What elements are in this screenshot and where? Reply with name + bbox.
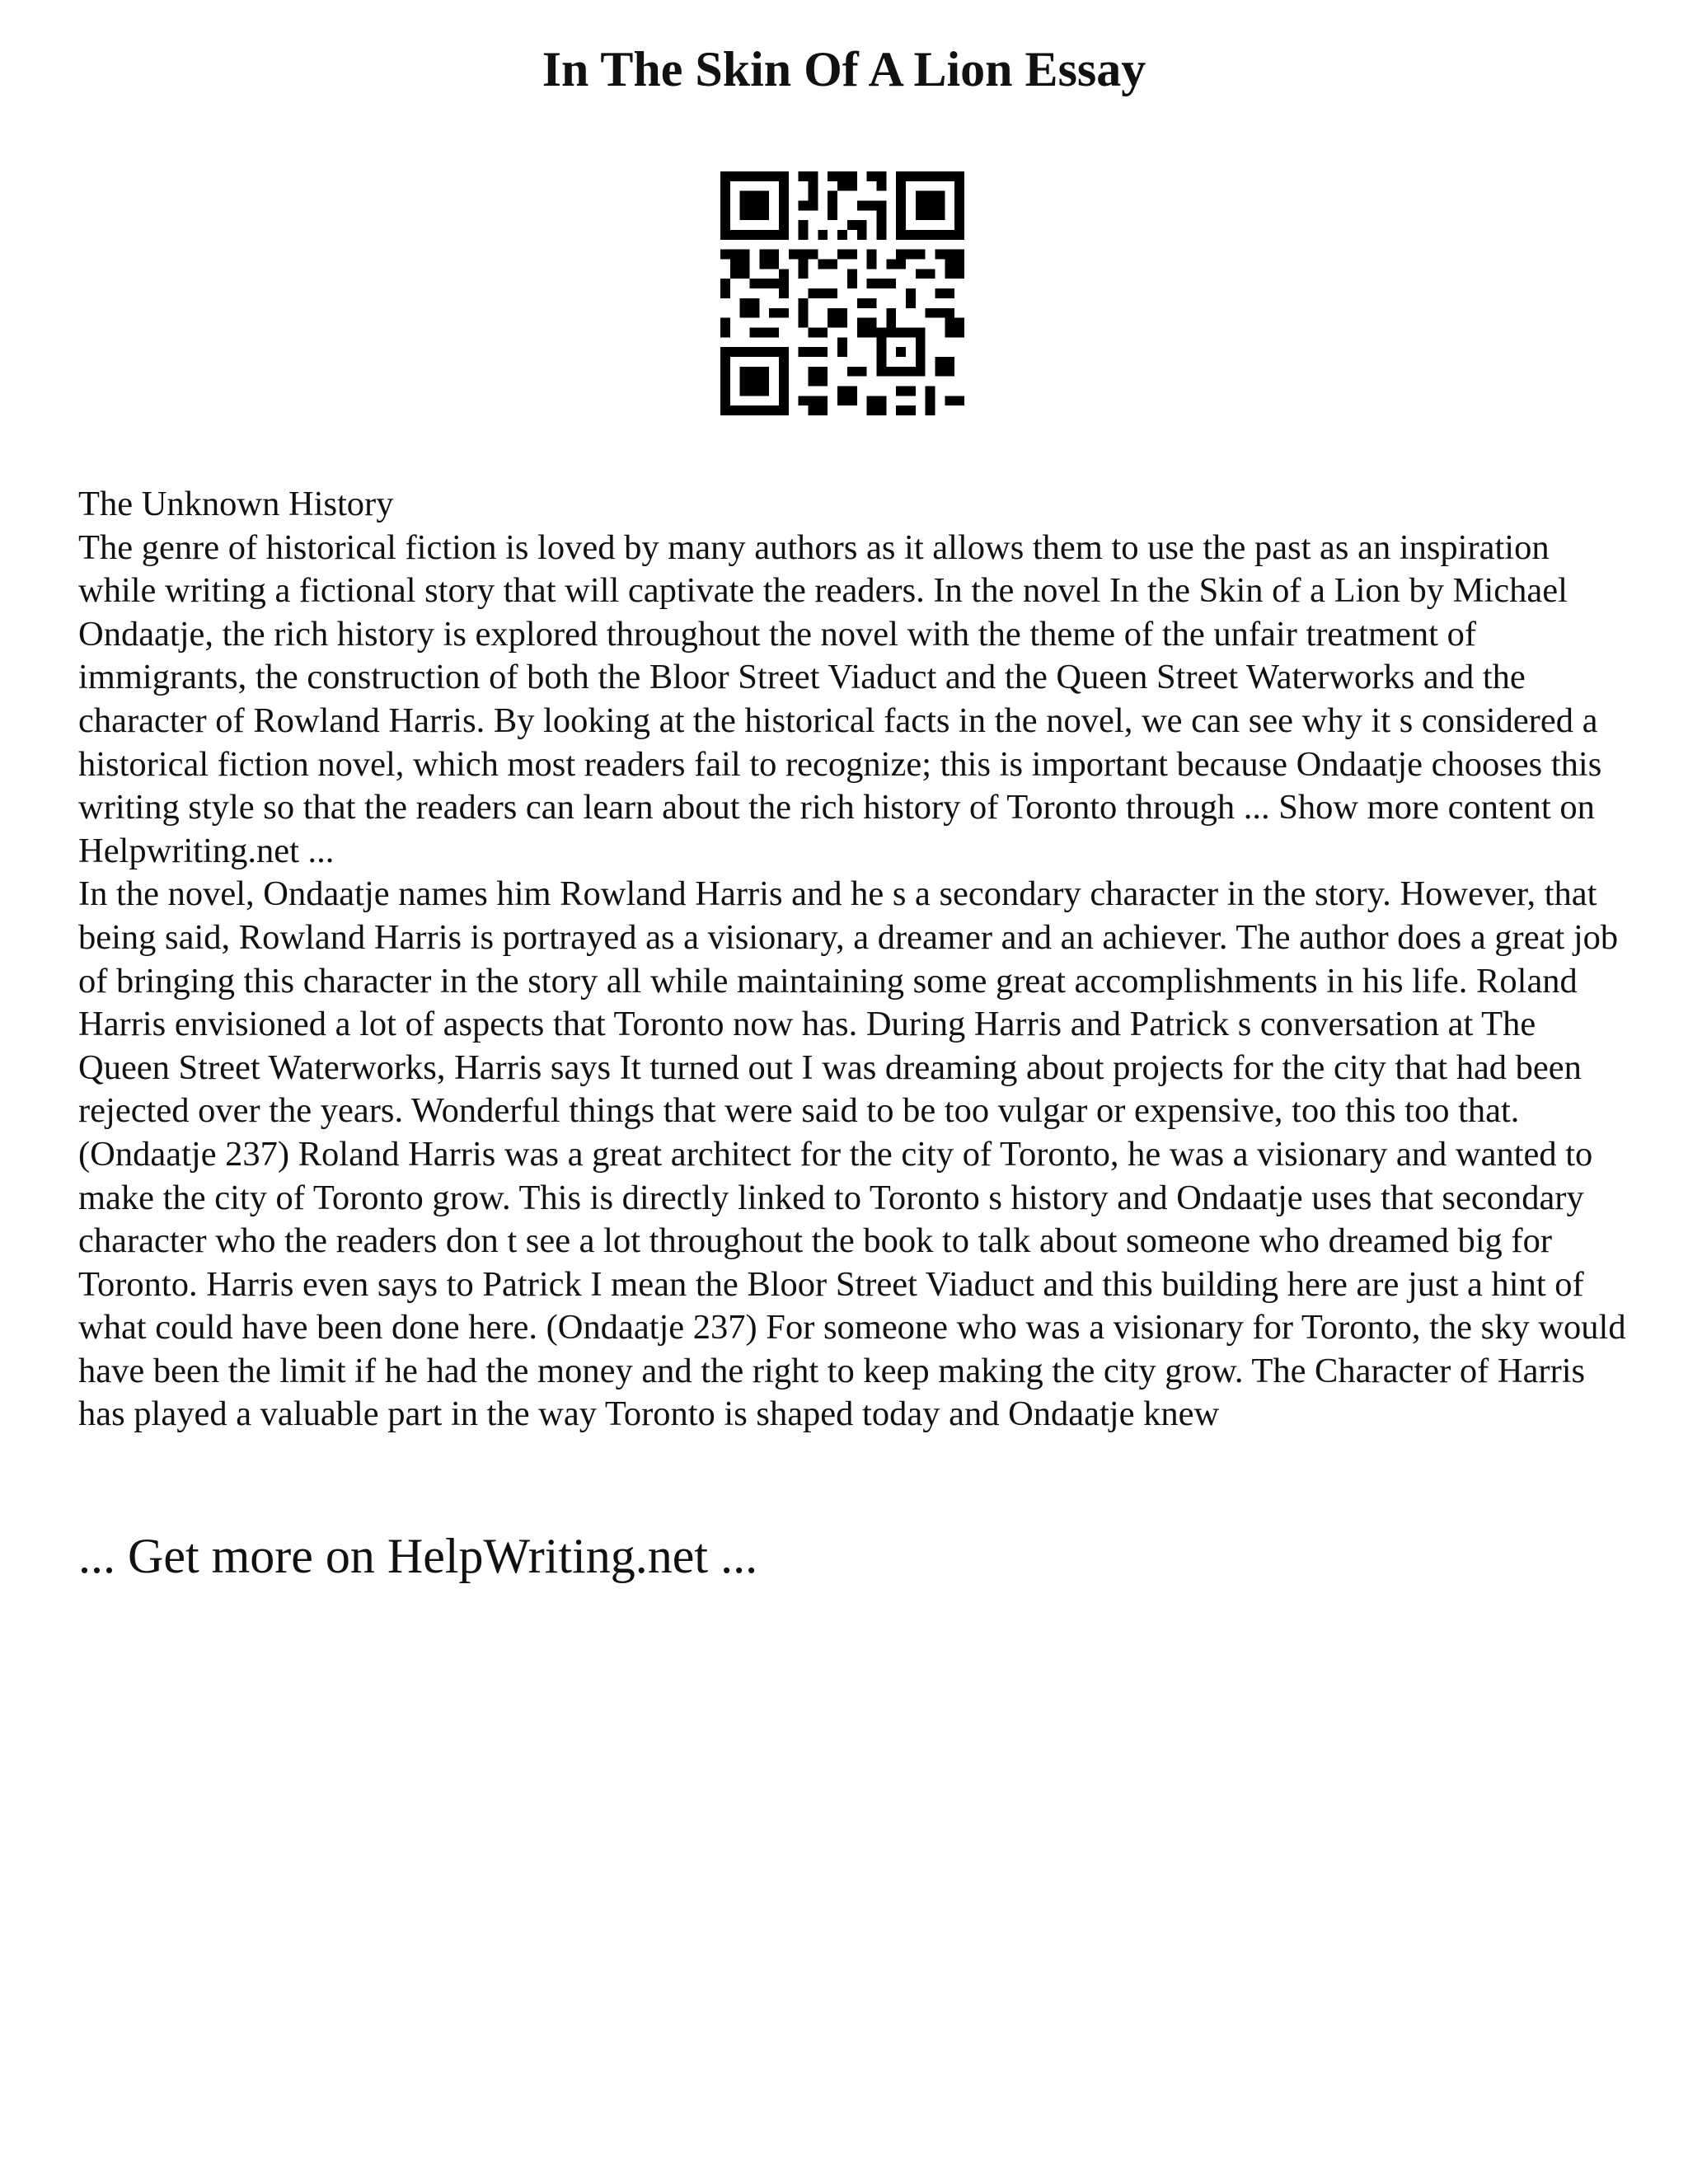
- essay-content: [78, 483, 1628, 1436]
- essay-heading: The Unknown History: [78, 485, 394, 523]
- essay-paragraph-1: The genre of historical fiction is loved by many authors as it allows them to use the past as an inspiration while writing a fictional story that will captivate the readers. In the novel In the Skin of a Lion by Michael Ondaatje, the rich history is explored throughout the novel with the theme of the unfair treatment of immigrants, the construction of both the Bloor Street Viaduct and the Queen Street Waterworks and the character of Rowland Harris. By looking at the historical facts in the novel, we can see why it s considered a historical fiction novel, which most readers fail to recognize; this is important because Ondaatje chooses this writing style so that the readers can learn about the rich history of Toronto through ... Show more content on Helpwriting.net ...: [78, 527, 1602, 870]
- essay-paragraph-2: In the novel, Ondaatje names him Rowland Harris and he s a secondary character in the story. However, that being said, Rowland Harris is portrayed as a visionary, a dreamer and an achiever. The author does a great job of bringing this character in the story all while maintaining some great accomplishments in his life. Roland Harris envisioned a lot of aspects that Toronto now has. During Harris and Patrick s conversation at The Queen Street Waterworks, Harris says It turned out I was dreaming about projects for the city that had been rejected over the years. Wonderful things that were said to be too vulgar or expensive, too this too that. (Ondaatje 237) Roland Harris was a great architect for the city of Toronto, he was a visionary and wanted to make the city of Toronto grow. This is directly linked to Toronto s history and Ondaatje uses that secondary character who the readers don t see a lot throughout the book to talk about someone who dreamed big for Toronto. Harris even says to Patrick I mean the Bloor Street Viaduct and this building here are just a hint of what could have been done here. (Ondaatje 237) For someone who was a visionary for Toronto, the sky would have been the limit if he had the money and the right to keep making the city grow. The Character of Harris has played a valuable part in the way Toronto is shaped today and Ondaatje knew: [78, 874, 1626, 1434]
- qr-code-icon[interactable]: [720, 171, 964, 415]
- get-more-link[interactable]: ... Get more on HelpWriting.net ...: [78, 1529, 758, 1583]
- page-title: In The Skin Of A Lion Essay: [542, 42, 1146, 96]
